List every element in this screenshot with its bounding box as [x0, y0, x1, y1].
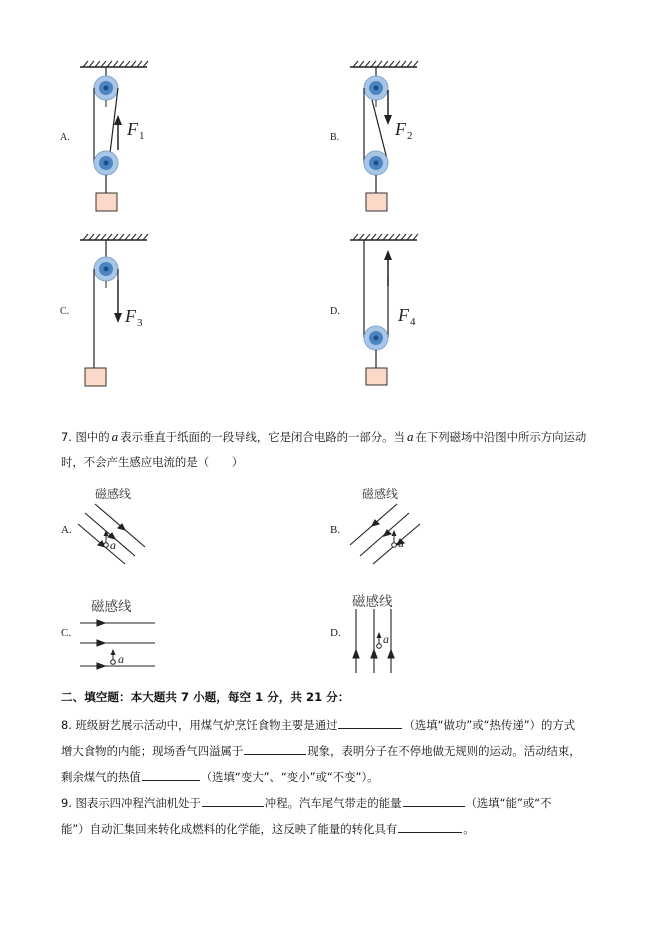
- q7-option-a-caption: 磁感线: [95, 487, 132, 501]
- question-7-line-2: 时，不会产生感应电流的是（ ）: [61, 455, 244, 469]
- force-label-a: $F_1$: [127, 119, 145, 142]
- question-9-line-1: 9. 图表示四冲程汽油机处于 冲程。汽车尾气带走的能量 （选填“能”或“不: [61, 796, 552, 810]
- svg-text:a: a: [118, 652, 124, 666]
- question-8-line-3: 剩余煤气的热值 （选填“变大”、“变小”或“不变”）。: [61, 770, 379, 784]
- force-arrow-up: [114, 115, 122, 150]
- q8-blank-3[interactable]: [142, 768, 200, 781]
- wire-conductor: [392, 543, 397, 548]
- force-arrow-up: [384, 250, 392, 286]
- svg-text:a: a: [110, 538, 116, 552]
- q7-option-b-label[interactable]: B.: [330, 524, 341, 536]
- q7-option-b-caption: 磁感线: [362, 487, 399, 501]
- question-7-var-a: a: [111, 429, 119, 444]
- option-a-label[interactable]: A.: [60, 132, 70, 143]
- pulley-figure-b: [345, 55, 435, 220]
- magnetic-field-figure-a: [75, 500, 165, 565]
- q7-option-c-caption: 磁感线: [91, 599, 132, 615]
- question-8-line-2: 增大食物的内能；现场香气四溢属于 现象，表明分子在不停地做无规则的运动。活动结束，: [61, 744, 581, 758]
- question-7-line-1: 7. 图中的 a 表示垂直于纸面的一段导线，它是闭合电路的一部分。当 a 在下列磁场中沿图中所示方向运动: [61, 429, 587, 444]
- q9-blank-3[interactable]: [398, 820, 462, 833]
- svg-text:a: a: [383, 632, 389, 646]
- svg-text:a: a: [398, 536, 404, 550]
- pulley-figure-c: [75, 228, 165, 393]
- load-block: [366, 368, 387, 385]
- fixed-pulley: [364, 76, 388, 100]
- load-block: [366, 193, 387, 211]
- magnetic-field-figure-d: [345, 605, 415, 675]
- movable-pulley: [364, 326, 388, 350]
- movable-pulley: [364, 151, 388, 175]
- fixed-pulley: [94, 76, 118, 100]
- q9-blank-1[interactable]: [202, 794, 264, 807]
- option-c-label[interactable]: C.: [60, 306, 70, 317]
- wire-conductor: [377, 644, 382, 649]
- ceiling-hatch: [80, 61, 148, 67]
- fixed-pulley: [94, 257, 118, 281]
- option-d-label[interactable]: D.: [330, 306, 340, 317]
- movable-pulley: [94, 151, 118, 175]
- force-label-b: $F_2$: [395, 119, 413, 142]
- magnetic-field-figure-c: [75, 612, 165, 672]
- q7-option-d-caption: 磁感线: [352, 594, 393, 610]
- load-block: [85, 368, 106, 386]
- wire-conductor: [104, 543, 109, 548]
- q9-blank-2[interactable]: [403, 794, 465, 807]
- section-2-title: 二、填空题：本大题共 7 小题，每空 1 分，共 21 分：: [61, 690, 350, 704]
- wire-conductor: [111, 660, 116, 665]
- question-8-line-1: 8. 班级厨艺展示活动中，用煤气炉烹饪食物主要是通过 （选填“做功”或“热传递”）的方式: [61, 718, 576, 732]
- q8-blank-1[interactable]: [338, 716, 402, 729]
- question-9-line-2: 能”）自动汇集回来转化成燃料的化学能，这反映了能量的转化具有 。: [61, 822, 475, 836]
- load-block: [96, 193, 117, 211]
- pulley-figure-a: [75, 55, 165, 220]
- force-label-c: $F_3$: [125, 306, 143, 329]
- q7-option-c-label[interactable]: C.: [61, 627, 72, 639]
- force-label-d: $F_4$: [398, 305, 416, 328]
- option-b-label[interactable]: B.: [330, 132, 340, 143]
- force-arrow-down: [114, 280, 122, 323]
- pulley-figure-d: [345, 228, 435, 393]
- q8-blank-2[interactable]: [244, 742, 306, 755]
- q7-option-d-label[interactable]: D.: [330, 627, 341, 639]
- magnetic-field-figure-b: [345, 500, 435, 565]
- q7-option-a-label[interactable]: A.: [61, 524, 72, 536]
